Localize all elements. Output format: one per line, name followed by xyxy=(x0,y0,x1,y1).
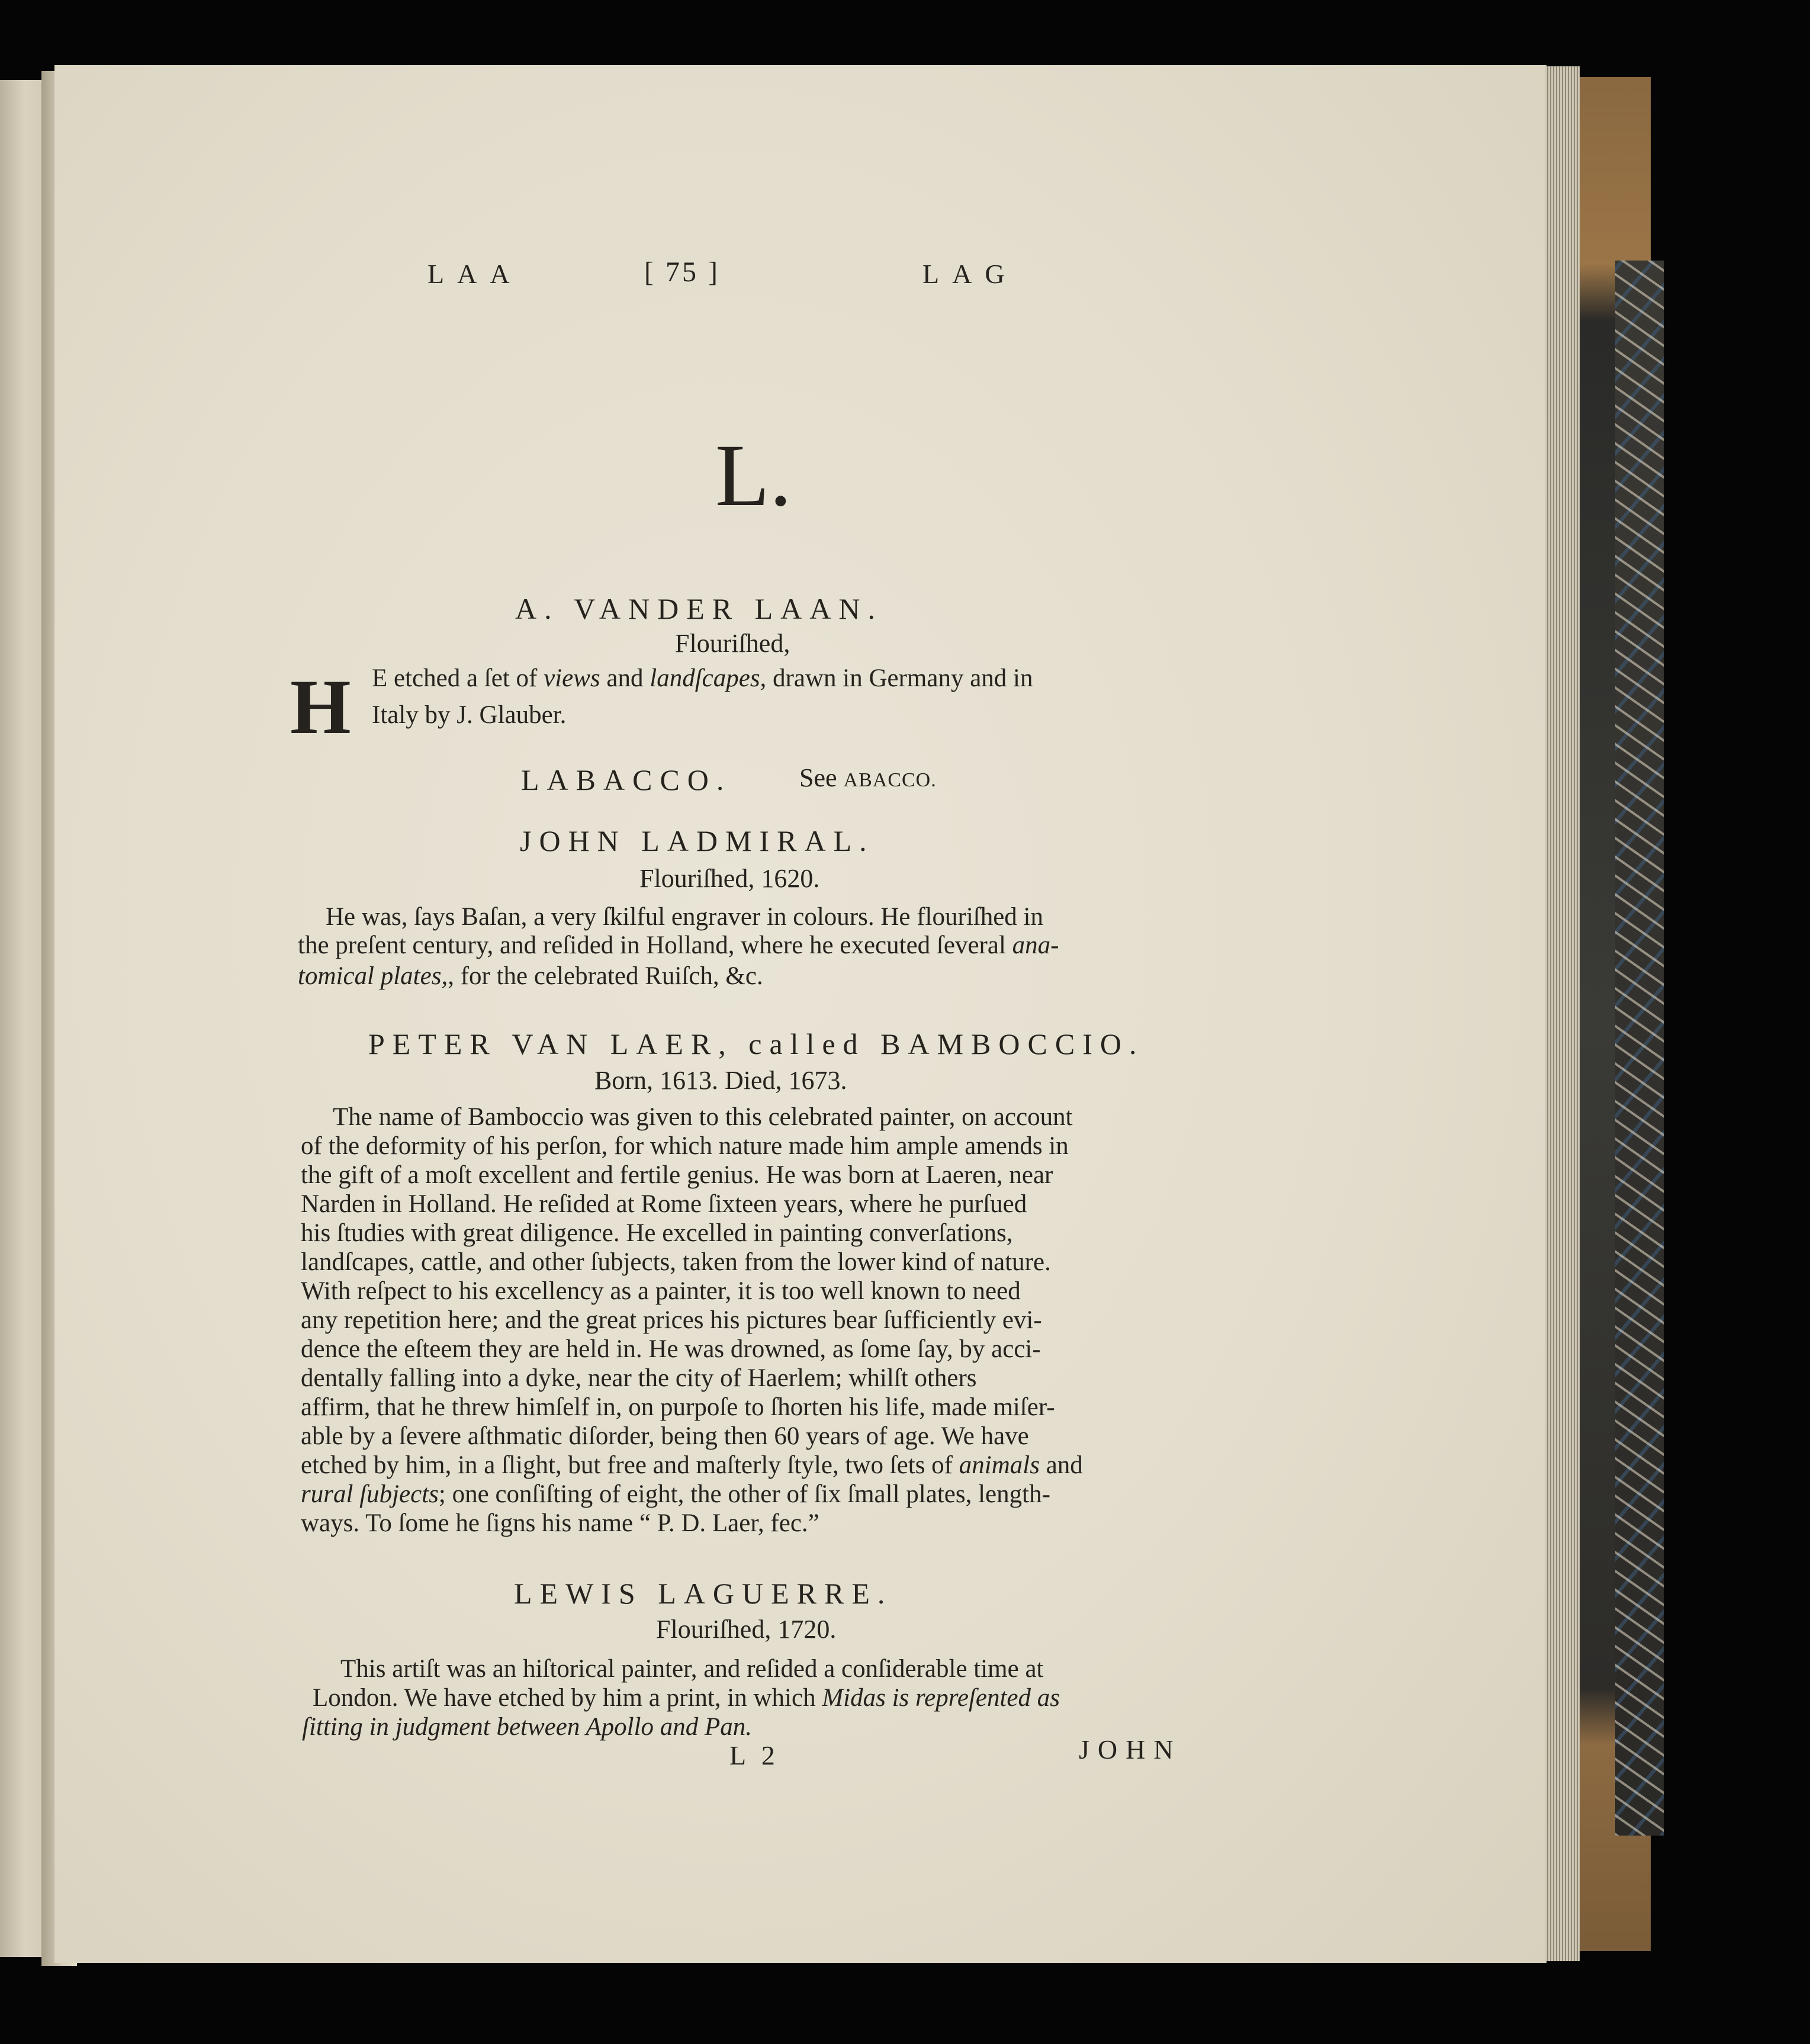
entry-text-line: dence the eſteem they are held in. He was drowned, as ſome ſay, by acci- xyxy=(301,1335,1041,1363)
entry-text-line: London. We have etched by him a print, in which Midas is repreſented as xyxy=(313,1684,1060,1712)
entry-sub-laguerre: Flouriſhed, 1720. xyxy=(656,1615,837,1644)
entry-text-line: etched by him, in a ſlight, but free and maſterly ſtyle, two ſets of animals and xyxy=(301,1451,1083,1479)
entry-text-line: ways. To ſome he ſigns his name “ P. D. Laer, fec.” xyxy=(301,1509,819,1537)
entry-text-line: of the deformity of his perſon, for which nature made him ample amends in xyxy=(301,1132,1069,1160)
see-label: See ABACCO. xyxy=(799,763,937,792)
marbled-board xyxy=(1615,261,1664,1836)
entry-text-line: his ſtudies with great diligence. He excelled in painting converſations, xyxy=(301,1219,1013,1247)
entry-sub-vander-laan: Flouriſhed, xyxy=(675,629,790,658)
entry-heading-labacco: LABACCO. xyxy=(521,763,732,796)
page-number: [ 75 ] xyxy=(644,256,720,288)
entry-heading-ladmiral: JOHN LADMIRAL. xyxy=(520,824,875,857)
entry-text-line: Italy by J. Glauber. xyxy=(372,701,567,729)
entry-heading-vander-laan: A. VANDER LAAN. xyxy=(515,592,883,625)
signature-mark: L 2 xyxy=(729,1740,780,1770)
entry-text-line: affirm, that he threw himſelf in, on purpoſe to ſhorten his life, made miſer- xyxy=(301,1393,1055,1421)
running-head-right: LAG xyxy=(922,259,1018,289)
entry-text-line: With reſpect to his excellency as a painter, it is too well known to need xyxy=(301,1277,1021,1305)
entry-text-line: The name of Bamboccio was given to this celebrated painter, on account xyxy=(333,1103,1073,1131)
entry-text-line: rural ſubjects; one conſiſting of eight, the other of ſix ſmall plates, length- xyxy=(301,1480,1050,1508)
drop-cap: H xyxy=(290,663,351,750)
entry-heading-laguerre: LEWIS LAGUERRE. xyxy=(514,1577,893,1610)
entry-text-line: He was, ſays Baſan, a very ſkilful engraver in colours. He flouriſhed in xyxy=(326,903,1043,931)
entry-text-line: E etched a ſet of views and landſcapes, drawn in Germany and in xyxy=(372,664,1033,692)
entry-text-line: dentally falling into a dyke, near the city of Haerlem; whilſt others xyxy=(301,1364,977,1392)
entry-text-line: tomical plates,, for the celebrated Ruiſch, &c. xyxy=(298,962,763,990)
catchword: JOHN xyxy=(1079,1734,1182,1765)
entry-text-line: Narden in Holland. He reſided at Rome ſixteen years, where he purſued xyxy=(301,1190,1027,1218)
entry-text-line: ſitting in judgment between Apollo and Pan. xyxy=(302,1713,752,1741)
entry-sub-ladmiral: Flouriſhed, 1620. xyxy=(639,864,820,893)
entry-text-line: the preſent century, and reſided in Holland, where he executed ſeveral ana- xyxy=(298,931,1059,959)
section-letter: L. xyxy=(715,426,792,525)
entry-text-line: This artiſt was an hiſtorical painter, and reſided a conſiderable time at xyxy=(340,1655,1044,1683)
page-edges xyxy=(1545,66,1580,1961)
entry-text-line: landſcapes, cattle, and other ſubjects, taken from the lower kind of nature. xyxy=(301,1248,1051,1276)
entry-heading-van-laer: PETER VAN LAER, called BAMBOCCIO. xyxy=(368,1027,1144,1060)
running-head-left: LAA xyxy=(427,259,523,289)
entry-text-line: any repetition here; and the great prices his pictures bear ſufficiently evi- xyxy=(301,1306,1042,1334)
entry-sub-van-laer: Born, 1613. Died, 1673. xyxy=(594,1066,847,1095)
entry-text-line: the gift of a moſt excellent and fertile genius. He was born at Laeren, near xyxy=(301,1161,1053,1189)
entry-text-line: able by a ſevere aſthmatic diſorder, being then 60 years of age. We have xyxy=(301,1422,1029,1450)
